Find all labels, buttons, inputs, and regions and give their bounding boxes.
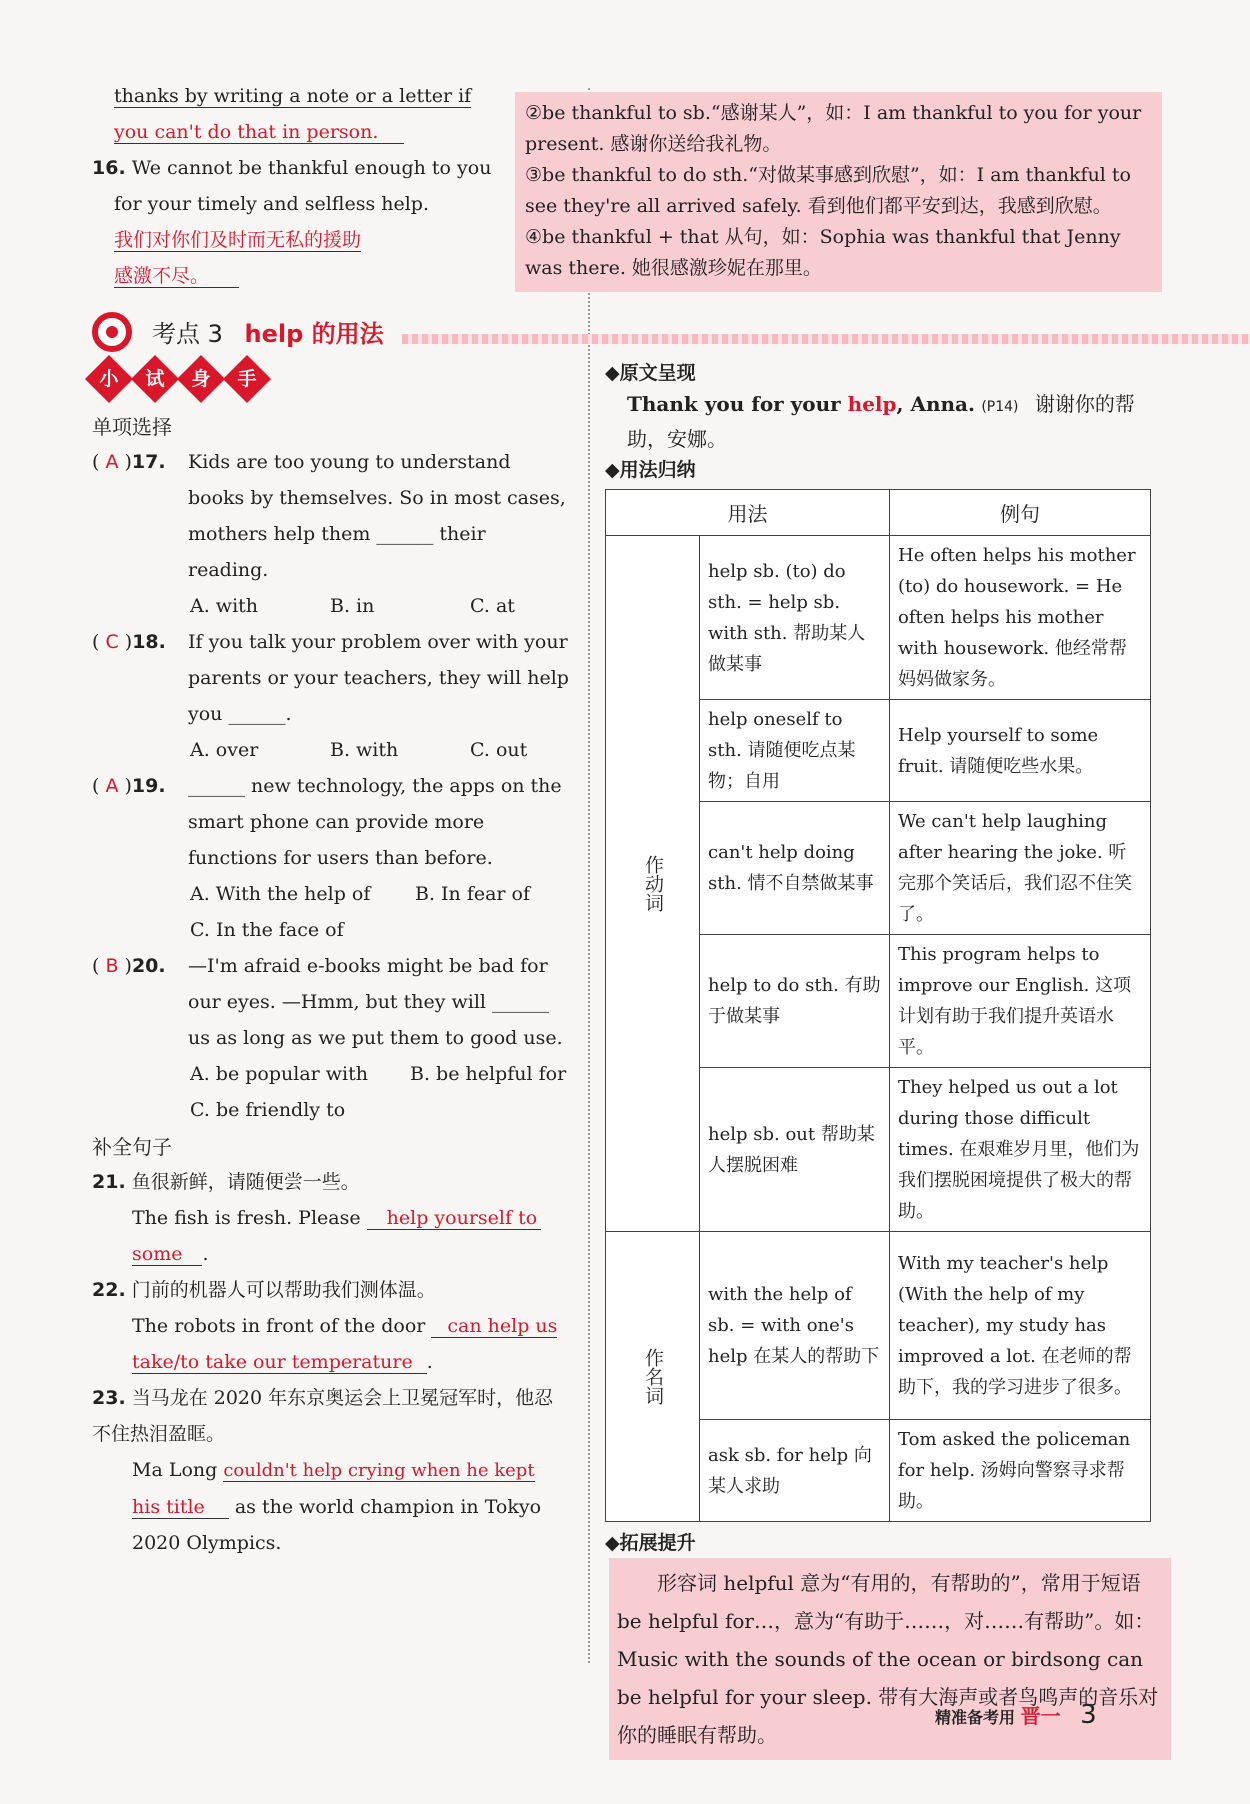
q23-english-3: 2020 Olympics. — [132, 1532, 282, 1554]
question-23 — [92, 1380, 572, 1561]
q20-option-b: B. be helpful for — [410, 1063, 567, 1085]
original-chinese: 谢谢你的帮助，安娜。 — [627, 392, 1135, 451]
q17-text: Kids are too young to understand books by themselves. So in most cases, mothers help them ______ their reading. — [188, 451, 566, 581]
table-row — [606, 536, 1151, 700]
q18-text: If you talk your problem over with your parents or your teachers, they will help you ______. — [188, 631, 569, 725]
verb-example-1: He often helps his mother (to) do housework. = He often helps his mother with housework. 他经常帮妈妈做家务。 — [890, 536, 1151, 700]
noun-example-2: Tom asked the policeman for help. 汤姆向警察寻求帮助。 — [890, 1420, 1151, 1522]
section-header — [92, 312, 1162, 352]
badge-1-text: 小 — [99, 368, 119, 390]
section-title — [152, 314, 384, 349]
verb-usage-5: help sb. out 帮助某人摆脱困难 — [700, 1068, 890, 1232]
q23-chinese: 当马龙在 2020 年东京奥运会上卫冕冠军时，他忍不住热泪盈眶。 — [92, 1387, 554, 1445]
q17-answer: A — [105, 451, 119, 473]
q18-answer: C — [105, 631, 119, 653]
q21-number: 21. — [92, 1171, 126, 1193]
q20-text: —I'm afraid e-books might be bad for our eyes. —Hmm, but they will ______ us as long as we put them to good use. — [188, 955, 563, 1049]
noun-usage-2: ask sb. for help 向某人求助 — [700, 1420, 890, 1522]
q16-answer-1 — [92, 222, 572, 258]
footer-brand: 晋一 — [1020, 1704, 1061, 1728]
badge-3 — [177, 355, 225, 403]
question-19: ( A )19. ______ new technology, the apps on the smart phone can provide more functions for users than before. A. With the help of B. In fear of C. In the face of — [92, 768, 572, 948]
q19-number: 19. — [131, 775, 166, 797]
q23-answer-2: his title — [132, 1496, 229, 1519]
q22-number: 22. — [92, 1279, 126, 1301]
q16-answer-text-1: 我们对你们及时而无私的援助 — [114, 229, 362, 251]
usage-column — [605, 358, 1165, 1760]
q22-chinese: 门前的机器人可以帮助我们测体温。 — [131, 1279, 436, 1301]
q16-text-2: for your timely and selfless help. — [114, 193, 430, 215]
q16-line2 — [92, 186, 572, 222]
section-title-prefix: 考点 3 — [152, 320, 223, 348]
q15-answer-line — [92, 114, 572, 150]
verb-category: 作动词 — [606, 536, 700, 1232]
verb-usage-1: help sb. (to) do sth. = help sb. with sth. 帮助某人做某事 — [700, 536, 890, 700]
badge-3-text: 身 — [191, 368, 211, 390]
q19-option-a: A. With the help of — [190, 883, 371, 905]
mcq-section — [92, 410, 572, 1561]
q19-option-b: B. In fear of — [415, 883, 531, 905]
badge-1 — [85, 355, 133, 403]
q22-english: The robots in front of the door — [132, 1315, 426, 1337]
noun-usage-1: with the help of sb. = with one's help 在某人的帮助下 — [700, 1232, 890, 1420]
q18-option-b: B. with — [330, 739, 399, 761]
q15-answer: you can't do that in person. — [114, 121, 404, 144]
q21-answer-2: some — [132, 1243, 202, 1266]
target-icon — [92, 312, 132, 352]
original-sentence — [605, 388, 1165, 455]
q23-number: 23. — [92, 1387, 126, 1409]
q16-text-1: We cannot be thankful enough to you — [131, 157, 492, 179]
verb-example-2: Help yourself to some fruit. 请随便吃些水果。 — [890, 700, 1151, 802]
thankful-usage-box — [515, 92, 1162, 292]
verb-usage-3: can't help doing sth. 情不自禁做某事 — [700, 802, 890, 935]
original-english-2: , Anna. — [896, 392, 975, 416]
verb-usage-4: help to do sth. 有助于做某事 — [700, 935, 890, 1068]
section-title-main: help 的用法 — [244, 320, 384, 348]
q15-continuation — [92, 78, 572, 114]
q16 — [92, 150, 572, 186]
q17-number: 17. — [131, 451, 166, 473]
q23-english-1: Ma Long — [132, 1459, 218, 1481]
q17-option-c: C. at — [470, 595, 515, 617]
q20-option-c: C. be friendly to — [190, 1099, 346, 1121]
page-footer — [935, 1700, 1097, 1730]
q22-answer-1: can help us — [431, 1315, 557, 1338]
q16-answer-text-2: 感激不尽。 — [114, 265, 239, 288]
q16-answer-2 — [92, 258, 572, 294]
original-help-word: help — [847, 392, 897, 416]
extend-heading: ◆拓展提升 — [605, 1532, 696, 1554]
q15-text-1: thanks by writing a note or a letter if — [114, 85, 472, 107]
question-21: 21. 鱼很新鲜，请随便尝一些。 The fish is fresh. Please help yourself to some . — [92, 1164, 572, 1272]
badge-4-text: 手 — [237, 368, 257, 390]
mcq-heading: 单项选择 — [92, 415, 172, 439]
q16-number: 16. — [92, 157, 126, 179]
table-row — [606, 1232, 1151, 1420]
table-header-row — [606, 490, 1151, 536]
usage-heading: ◆用法归纳 — [605, 459, 696, 481]
original-english: Thank you for your — [627, 392, 848, 416]
original-page-ref: (P14) — [981, 399, 1019, 415]
noun-category: 作名词 — [606, 1232, 700, 1522]
thankful-item-4: ④be thankful + that 从句，如：Sophia was thankful that Jenny was there. 她很感激珍妮在那里。 — [525, 226, 1121, 279]
q19-text: ______ new technology, the apps on the smart phone can provide more functions for users than before. — [188, 775, 562, 869]
verb-example-3: We can't help laughing after hearing the joke. 听完那个笑话后，我们忍不住笑了。 — [890, 802, 1151, 935]
question-20: ( B )20. —I'm afraid e-books might be bad for our eyes. —Hmm, but they will ______ us as long as we put them to good use. A. be popular with B. be helpful for C. be friendly to — [92, 948, 572, 1128]
footer-label: 精准备考用 — [935, 1708, 1016, 1727]
q23-answer-1: couldn't help crying when he kept — [223, 1460, 535, 1481]
thankful-item-3: ③be thankful to do sth.“对做某事感到欣慰”，如：I am thankful to see they're all arrived safely. 看到他们都平安到达，我感到欣慰。 — [525, 164, 1131, 217]
verb-usage-2: help oneself to sth. 请随便吃点某物；自用 — [700, 700, 890, 802]
header-example: 例句 — [890, 490, 1151, 536]
q21-chinese: 鱼很新鲜，请随便尝一些。 — [131, 1171, 360, 1193]
noun-example-1: With my teacher's help (With the help of my teacher), my study has improved a lot. 在老师的帮助下，我的学习进步了很多。 — [890, 1232, 1151, 1420]
left-top-block — [92, 78, 572, 294]
q18-option-c: C. out — [470, 739, 528, 761]
extend-box: 形容词 helpful 意为“有用的，有帮助的”，常用于短语 be helpful for…，意为“有助于……，对……有帮助”。如：Music with the sounds of the ocean or birdsong can be helpful for your sleep. 带有大海声或者鸟鸣声的音乐对你的睡眠有帮助。 — [609, 1558, 1171, 1760]
thankful-item-2: ②be thankful to sb.“感谢某人”，如：I am thankful to you for your present. 感谢你送给我礼物。 — [525, 102, 1142, 155]
q20-option-a: A. be popular with — [190, 1063, 368, 1085]
header-usage: 用法 — [606, 490, 890, 536]
usage-table — [605, 489, 1151, 1522]
original-heading: ◆原文呈现 — [605, 362, 696, 384]
page-number: 3 — [1080, 1700, 1097, 1730]
q19-option-c: C. In the face of — [190, 919, 344, 941]
practice-badges — [92, 362, 270, 396]
badge-2-text: 试 — [145, 368, 165, 390]
q21-english: The fish is fresh. Please — [132, 1207, 361, 1229]
q22-answer-2: take/to take our temperature — [132, 1351, 427, 1374]
question-17: ( A )17. Kids are too young to understand books by themselves. So in most cases, mothers help them ______ their reading. A. with B. in C. at — [92, 444, 572, 624]
q20-number: 20. — [131, 955, 166, 977]
q17-option-b: B. in — [330, 595, 375, 617]
question-18: ( C )18. If you talk your problem over with your parents or your teachers, they will help you ______. A. over B. with C. out — [92, 624, 572, 768]
section-header-bar — [402, 334, 1250, 344]
q21-answer-1: help yourself to — [367, 1207, 541, 1230]
q17-option-a: A. with — [190, 595, 259, 617]
verb-example-5: They helped us out a lot during those difficult times. 在艰难岁月里，他们为我们摆脱困境提供了极大的帮助。 — [890, 1068, 1151, 1232]
q23-english-2: as the world champion in Tokyo — [234, 1496, 542, 1518]
verb-example-4: This program helps to improve our English. 这项计划有助于我们提升英语水平。 — [890, 935, 1151, 1068]
q18-option-a: A. over — [190, 739, 259, 761]
q19-answer: A — [105, 775, 119, 797]
q18-number: 18. — [132, 631, 166, 653]
fill-heading: 补全句子 — [92, 1135, 172, 1159]
q20-answer: B — [105, 955, 119, 977]
badge-2 — [131, 355, 179, 403]
badge-4 — [223, 355, 271, 403]
question-22: 22. 门前的机器人可以帮助我们测体温。 The robots in front of the door can help us take/to take our temperature . — [92, 1279, 558, 1373]
